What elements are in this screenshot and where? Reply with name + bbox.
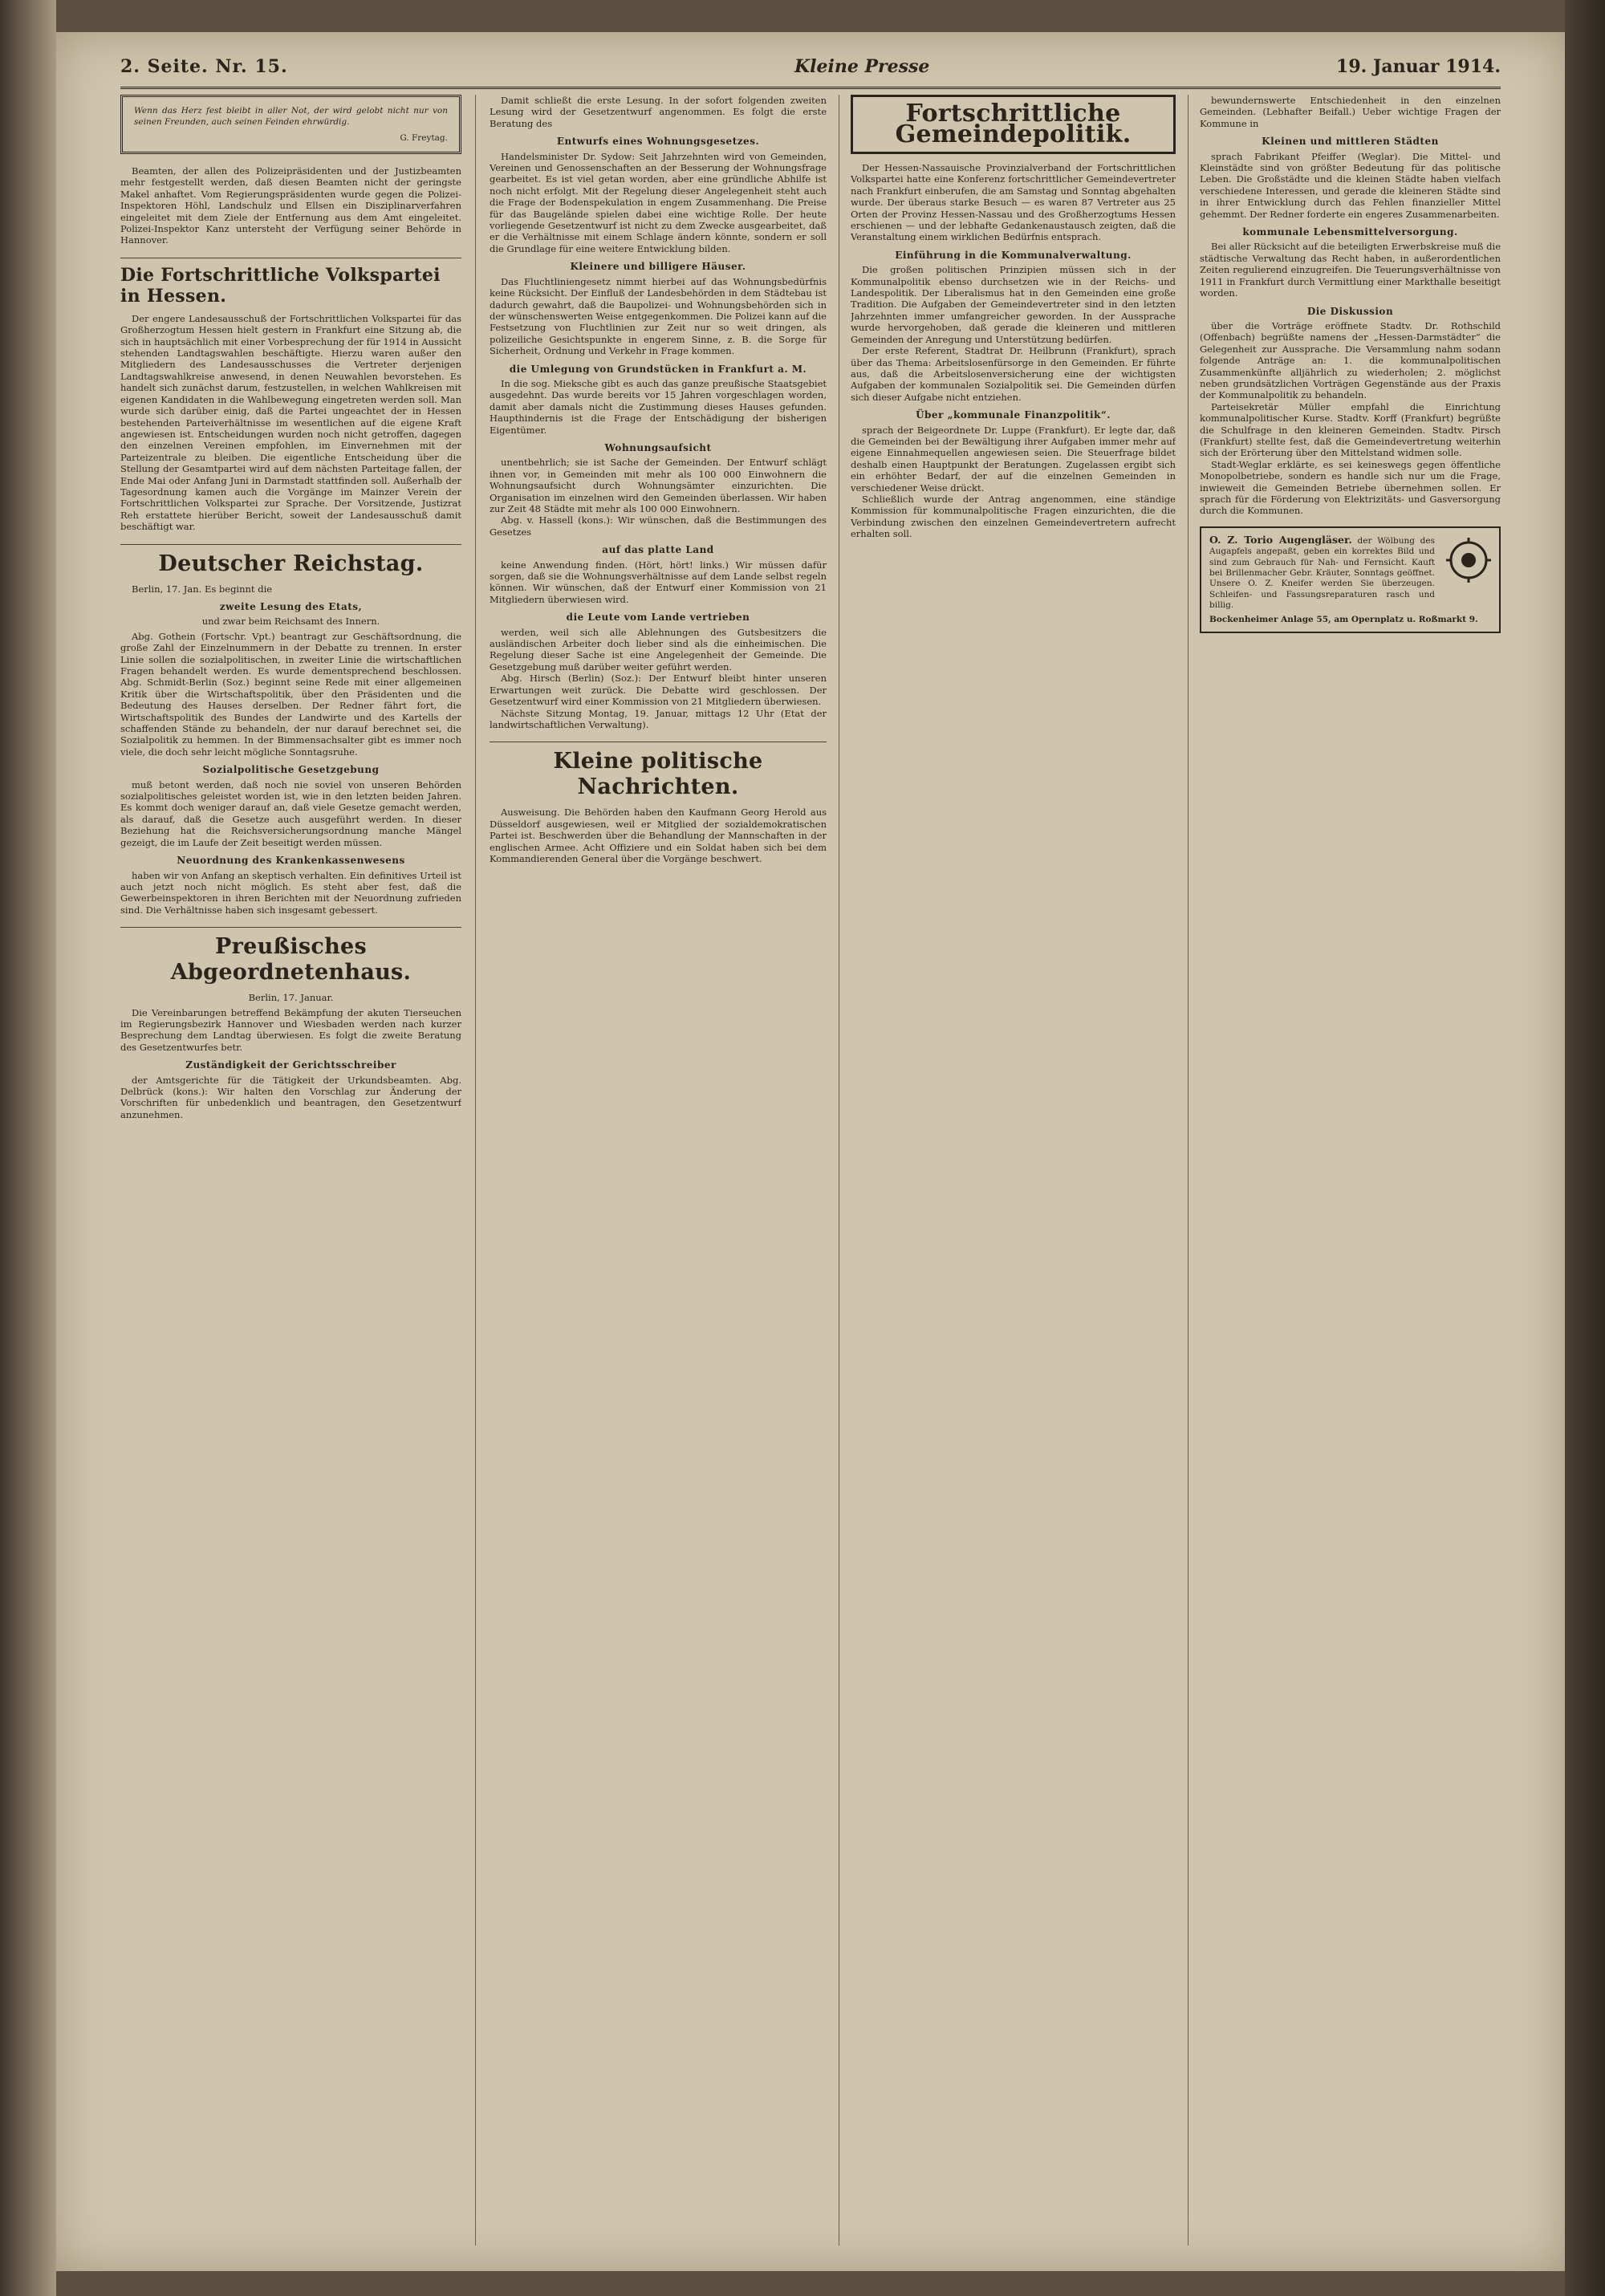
subheading: Entwurfs eines Wohnungsgesetzes. [556, 136, 760, 148]
ad-title: O. Z. Torio Augengläser. [1209, 533, 1352, 546]
issue-date: 19. Januar 1914. [1336, 56, 1501, 77]
subheading: Zuständigkeit der Gerichtsschreiber [185, 1059, 396, 1071]
headline-gemeindepolitik: Fortschrittliche Gemeindepolitik. [895, 100, 1132, 148]
article-body: Parteisekretär Müller empfahl die Einrichtung kommunalpolitischer Kurse. Stadtv. Korff (Frankfurt) begrüßte die Schulfrage in den kleineren Gemeinden. Stadtv. Pirsch (Frankfurt) stellte fest, daß die Gemeindevertretung weiterhin sich der Erörterung über den Mittelstand widmen solle. [1200, 400, 1501, 459]
eye-glasses-icon [1444, 536, 1493, 584]
column-1 [120, 95, 461, 2245]
subheading: Kleinen und mittleren Städten [1262, 136, 1439, 148]
newspaper-name: Kleine Presse [794, 56, 930, 77]
subheading: kommunale Lebensmittelversorgung. [1242, 226, 1458, 238]
subheading: Die Diskussion [1306, 305, 1394, 317]
headline-reichstag: Deutscher Reichstag. [120, 544, 461, 577]
article-body: über die Vorträge eröffnete Stadtv. Dr. Rothschild (Offenbach) begrüßte namens der „Hessen-Darmstädter“ die Gelegenheit zur Aussprache. Die Versammlung nahm sodann folgende Anträge an: 1. die kommunalpolitischen Zusammenkünfte alljährlich zu wiederholen; 2. möglichst neben grundsätzlichen Vorträgen Gegenstände aus der Praxis der Kommunalpolitik zu behandeln. [1200, 319, 1501, 401]
header-rule [120, 87, 1501, 89]
speaker-paragraph: Abg. v. Hassell (kons.): Wir wünschen, daß die Bestimmungen des Gesetzes [490, 514, 827, 538]
column-rule [1188, 95, 1189, 2245]
advertisement [1200, 526, 1501, 633]
book-binding [0, 0, 56, 2296]
article-body: Der erste Referent, Stadtrat Dr. Heilbrunn (Frankfurt), sprach über das Thema: Arbeitslosenfürsorge in den Gemeinden. Er führte aus, daß die Arbeitslosenversicherung eine der wichtigsten Aufgaben der kommunalen Sozialpolitik sei. Die Gemeinden dürfen sich dieser Aufgabe nicht entziehen. [851, 345, 1176, 403]
column-4 [1200, 95, 1501, 2245]
dateline: Berlin, 17. Januar. [248, 992, 334, 1004]
article-body: Schließlich wurde der Antrag angenommen, eine ständige Kommission für kommunalpolitische Fragen einzurichten, die die Verbindung zwischen den einzelnen Gemeindevertretern aufrecht erhalten soll. [851, 493, 1176, 540]
ad-footer: Bockenheimer Anlage 55, am Opernplatz u. Roßmarkt 9. [1209, 614, 1478, 624]
article-body: Bei aller Rücksicht auf die beteiligten Erwerbskreise muß die städtische Verwaltung das Recht haben, in außerordentlichen Zeiten regulierend einzugreifen. Die Teuerungsverhältnisse von 1911 in Frankfurt durch Vermittlung einer Markthalle beseitigt worden. [1200, 241, 1501, 299]
intro-paragraph: Beamten, der allen des Polizeipräsidenten und der Justizbeamten mehr festgestellt werden, daß diesen Beamten nicht der geringste Makel anhaftet. Vom Regierungspräsidenten wurde gegen die Polizei-Inspektoren Höhl, Landschulz und Ellsen ein Disziplinarverfahren eingeleitet mit dem Ziele der Entfernung aus dem Amt eingeleitet. Polizei-Inspektor Kanz untersteht der Verfügung seiner Behörde in Hannover. [120, 165, 461, 246]
subheading: Über „kommunale Finanzpolitik“. [916, 409, 1111, 421]
subheading: zweite Lesung des Etats, [219, 600, 363, 612]
subheading: Sozialpolitische Gesetzgebung [202, 764, 380, 776]
quote-text: Wenn das Herz fest bleibt in aller Not, der wird gelobt nicht nur von seinen Freunden, auch seinen Feinden ehrwürdig. [134, 106, 448, 127]
banner-box [851, 95, 1176, 154]
article-body: Stadt-Weglar erklärte, es sei keineswegs gegen öffentliche Monopolbetriebe, sondern es handle sich nur um die Frage, inwieweit die Gemeinden Betriebe übernehmen sollen. Er sprach für die Förderung von Elektrizitäts- und Gasversorgung durch die Kommunen. [1200, 458, 1501, 517]
article-body: sprach der Beigeordnete Dr. Luppe (Frankfurt). Er legte dar, daß die Gemeinden bei der Bewältigung ihrer Aufgaben immer mehr auf eigene Einnahmequellen angewiesen seien. Die Steuerfrage bildet deshalb einen Hauptpunkt der Beratungen. Zugelassen ergibt sich ein erhöhter Bedarf, der auf die einzelnen Gemeinden in verschiedener Weise drückt. [851, 424, 1176, 494]
headline-politische-nachrichten: Kleine politische Nachrichten. [490, 742, 827, 800]
article-body: werden, weil sich alle Ablehnungen des Gutsbesitzers die ausländischen Arbeiter doch lieber sind als die einheimischen. Die Regelung dieser Sache ist eine Angelegenheit der Gemeinde. Die Gesetzgebung muß darüber weiter geführt werden. [490, 626, 827, 673]
subheading: Neuordnung des Krankenkassenwesens [177, 855, 405, 867]
page-header [120, 50, 1501, 82]
quote-box [120, 95, 461, 154]
ad-text: der Wölbung des Augapfels angepaßt, geben ein korrektes Bild und sind zum Gebrauch für Nah- und Fernsicht. Kauft bei Brillenmacher Gebr. Kräuter, Sonntags geöffnet. Unsere O. Z. Kneifer werden Sie überzeugen. Schleifen- und Fassungsreparaturen rasch und billig. [1209, 535, 1436, 611]
article-body: Handelsminister Dr. Sydow: Seit Jahrzehnten wird von Gemeinden, Vereinen und Genossenschaften an der Besserung der Wohnungsfrage gearbeitet. Es ist viel getan worden, aber eine gründliche Abhilfe ist noch nicht erfolgt. Mit der Regelung dieser Angelegenheit steht auch die Frage der Bodenspekulation in engem Zusammenhang. Die Preise für das Baugelände spielen dabei eine wichtige Rolle. Der heute vorliegende Gesetzentwurf ist nicht zu dem Zwecke ausgearbeitet, daß er die Verhältnisse mit einem Schlage ändern könnte, sondern er soll die Grundlage für eine weitere Entwicklung bilden. [490, 150, 827, 254]
subheading: auf das platte Land [602, 544, 714, 556]
article-body: Die großen politischen Prinzipien müssen sich in der Kommunalpolitik ebenso durchsetzen wie in der Reichs- und Landespolitik. Der Liberalismus hat in den Gemeinden eine große Tradition. Die Aufgaben der Gemeindevertreter sind in den letzten Jahrzehnten immer umfangreicher geworden. In der Aussprache wurde hervorgehoben, daß gerade die kleineren und mittleren Gemeinden der Anregung und Unterstützung bedürfen. [851, 264, 1176, 345]
subheading: die Leute vom Lande vertrieben [566, 612, 750, 624]
headline-abgeordnetenhaus: Preußisches Abgeordnetenhaus. [120, 927, 461, 985]
article-body: Ausweisung. Die Behörden haben den Kaufmann Georg Herold aus Düsseldorf ausgewiesen, weil er Mitglied der sozialdemokratischen Partei ist. Beschwerden über die Behandlung der Mannschaften in der englischen Armee. Acht Offiziere und ein Soldat haben sich bei dem Kommandierenden General über die Vorgänge beschwert. [490, 807, 827, 864]
page-number: 2. Seite. Nr. 15. [120, 56, 288, 77]
article-body: Der engere Landesausschuß der Fortschrittlichen Volkspartei für das Großherzogtum Hessen hielt gestern in Frankfurt eine Sitzung ab, die sich in hauptsächlich mit einer Vorbesprechung der für 1914 in Aussicht stehenden Landtagswahlen beschäftigte. Hierzu waren außer den Mitgliedern des Landesausschusses die Vertreter derjenigen Landtagswahlkreise anwesend, in denen Neuwahlen bevorstehen. Es handelt sich zunächst darum, festzustellen, in welchen Wahlkreisen mit eigenen Kandidaten in die Wahlbewegung eingetreten werden soll. Man wurde sich darüber einig, daß die Partei ungeachtet der in Hessen bestehenden Parteiverhältnisse im wesentlichen auf die eigene Kraft angewiesen ist. Entscheidungen wurden noch nicht getroffen, dagegen den einzelnen Vereinen empfohlen, im Einvernehmen mit der Parteizentrale zu bleiben. Die eigentliche Entscheidung über die Stellung der Gesamtpartei wird auf dem nächsten Parteitage fallen, der Ende Mai oder Anfang Juni in Darmstadt stattfinden soll. Außerhalb der Tagesordnung kamen auch die Vorgänge im Mainzer Verein der Fortschrittlichen Volkspartei zur Sprache. Der Vorsitzende, Justizrat Reh erstattete hierüber Bericht, soweit der Landesausschuß damit beschäftigt war. [120, 312, 461, 533]
article-body: Die Vereinbarungen betreffend Bekämpfung der akuten Tierseuchen im Regierungsbezirk Hannover und Wiesbaden werden nach kurzer Besprechung dem Landtag überwiesen. Es folgt die zweite Beratung des Gesetzentwurfes betr. [120, 1006, 461, 1053]
article-body: haben wir von Anfang an skeptisch verhalten. Ein definitives Urteil ist auch jetzt noch nicht möglich. Es steht aber fest, daß die Gewerbeinspektoren in ihren Berichten mit der Neuordnung zufrieden sind. Die Verhältnisse haben sich insgesamt gebessert. [120, 869, 461, 916]
dateline: Berlin, 17. Jan. Es beginnt die [132, 583, 273, 595]
intro-paragraph: Der Hessen-Nassauische Provinzialverband der Fortschrittlichen Volkspartei hatte eine Konferenz fortschrittlicher Gemeindevertreter nach Frankfurt einberufen, die am Samstag und Sonntag abgehalten wurde. Der überaus starke Besuch — es waren 87 Vertreter aus 25 Orten der Provinz Hessen-Nassau und des Großherzogtums Hessen erschienen — und der lebhafte Gedankenaustausch zeigten, daß die Veranstaltung einem wirklichen Bedürfnis entsprach. [851, 162, 1176, 243]
intro-paragraph: Damit schließt die erste Lesung. In der sofort folgenden zweiten Lesung wird der Gesetzentwurf angenommen. Es folgt die erste Beratung des [490, 95, 827, 129]
article-body: sprach Fabrikant Pfeiffer (Weglar). Die Mittel- und Kleinstädte sind von größter Bedeutung für das politische Leben. Die Großstädte und die kleinen Städte haben vielfach verschiedene Interessen, und gerade die kleineren Städte sind in ihrer Entwicklung durch das Fehlen finanzieller Mittel gehemmt. Der Redner forderte ein engeres Zusammenarbeiten. [1200, 150, 1501, 220]
subheading: und zwar beim Reichsamt des Innern. [201, 616, 380, 628]
intro-paragraph: bewundernswerte Entschiedenheit in den einzelnen Gemeinden. (Lebhafter Beifall.) Ueber wichtige Fragen der Kommune in [1200, 95, 1501, 129]
headline-volkspartei-hessen: Die Fortschrittliche Volkspartei in Hessen. [120, 258, 461, 307]
subheading: Einführung in die Kommunalverwaltung. [895, 249, 1132, 261]
article-body: Abg. Gothein (Fortschr. Vpt.) beantragt zur Geschäftsordnung, die große Zahl der Einzelnummern in der Debatte zu trennen. In erster Linie sollen die sozialpolitischen, in zweiter Linie die wirtschaftlichen Fragen behandelt werden. Es wurde dementsprechend beschlossen. Abg. Schmidt-Berlin (Soz.) beginnt seine Rede mit einer allgemeinen Kritik über die Wirtschaftspolitik, über den Präsidenten und die Bedeutung des Hauses derselben. Der Redner fährt fort, die Wirtschaftspolitik des Bundes der Landwirte und des Kartells der schaffenden Stände zu behandeln, der nur darauf berechnet sei, die Sozialpolitik zu hemmen. In der Bimmensachsalter gibt es immer noch viele, die doch sehr leicht mögliche Sonntagsruhe. [120, 630, 461, 758]
column-3 [851, 95, 1176, 2245]
subheading: Kleinere und billigere Häuser. [570, 261, 746, 273]
article-body: Das Fluchtliniengesetz nimmt hierbei auf das Wohnungsbedürfnis keine Rücksicht. Der Einfluß der Landesbehörden in dem Städtebau ist dadurch gewahrt, daß die Baupolizei- und Wohnungsbehörden sich in der wünschenswerten Weise entgegenkommen. Die Polizei kann auf die Festsetzung von Fluchtlinien zur Zeit nur so weit dringen, als polizeiliche Gesichtspunkte in engerem Sinne, z. B. die Sorge für Sicherheit, Ordnung und Verkehr in Frage kommen. [490, 275, 827, 357]
subheading: Wohnungsaufsicht [604, 441, 712, 453]
next-session: Nächste Sitzung Montag, 19. Januar, mittags 12 Uhr (Etat der landwirtschaftlichen Verwaltung). [490, 707, 827, 730]
article-body: muß betont werden, daß noch nie soviel von unseren Behörden sozialpolitisches geleistet worden ist, wie in den letzten beiden Jahren. Es kommt doch weniger darauf an, daß viele Gesetze gemacht werden, als darauf, daß die Gesetze auch ausgeführt werden. In dieser Beziehung hat die Reichsversicherungsordnung manche Mängel gezeigt, die im Laufe der Zeit beseitigt werden müssen. [120, 778, 461, 848]
column-rule [475, 95, 476, 2245]
quote-author: G. Freytag. [400, 133, 448, 143]
article-body: keine Anwendung finden. (Hört, hört! links.) Wir müssen dafür sorgen, daß sie die Wohnungsverhältnisse auf dem Lande selbst regeln können. Wir wünschen, daß der Entwurf einer Kommission von 21 Mitgliedern überwiesen wird. [490, 559, 827, 605]
article-body: der Amtsgerichte für die Tätigkeit der Urkundsbeamten. Abg. Delbrück (kons.): Wir halten den Vorschlag zur Änderung der Vorschriften für unbedenklich und beantragen, den Gesetzentwurf anzunehmen. [120, 1074, 461, 1120]
column-2 [490, 95, 827, 2245]
article-body: unentbehrlich; sie ist Sache der Gemeinden. Der Entwurf schlägt ihnen vor, in Gemeinden mit mehr als 100 000 Einwohnern die Wohnungsaufsicht durch Wohnungsämter einzurichten. Die Organisation im einzelnen wird den Gemeinden überlassen. Wir haben zur Zeit 48 Städte mit mehr als 100 000 Einwohnern. [490, 457, 827, 514]
article-body: In die sog. Mieksche gibt es auch das ganze preußische Staatsgebiet ausgedehnt. Das wurde bereits vor 15 Jahren vorgeschlagen worden, damit aber damals nicht die Zustimmung dieses Hauses gefunden. Haupthindernis ist die Frage der Entschädigung der bisherigen Eigentümer. [490, 377, 827, 436]
speaker-paragraph: Abg. Hirsch (Berlin) (Soz.): Der Entwurf bleibt hinter unseren Erwartungen weit zurück. Die Debatte wird geschlossen. Der Gesetzentwurf wird einer Kommission von 21 Mitgliedern überwiesen. [490, 673, 827, 708]
page-edge [1565, 0, 1605, 2296]
subheading: die Umlegung von Grundstücken in Frankfurt a. M. [509, 363, 807, 375]
